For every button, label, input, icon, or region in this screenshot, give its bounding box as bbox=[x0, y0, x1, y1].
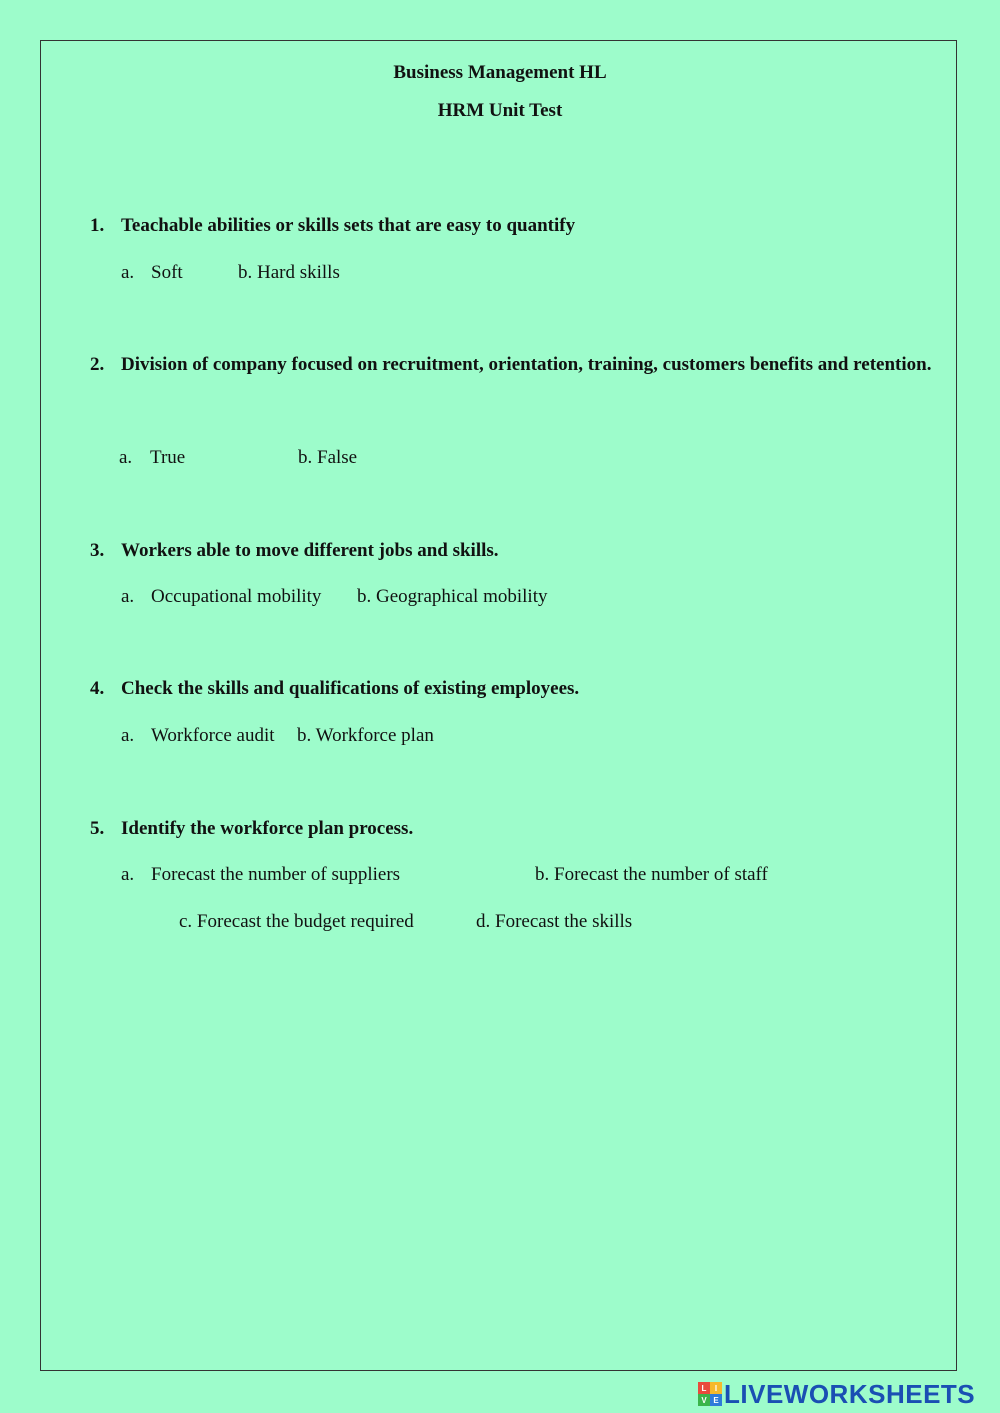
option-letter: a. bbox=[121, 262, 135, 283]
option-c[interactable]: c. Forecast the budget required bbox=[179, 911, 414, 932]
option-letter: a. bbox=[119, 447, 133, 468]
logo-letter: E bbox=[710, 1394, 722, 1406]
question-number: 2. bbox=[90, 354, 105, 375]
liveworksheets-logo[interactable] bbox=[698, 1380, 975, 1408]
logo-letter: V bbox=[698, 1394, 710, 1406]
question-number: 3. bbox=[90, 540, 105, 561]
brand-name: LIVEWORKSHEETS bbox=[724, 1378, 976, 1409]
question-text: Check the skills and qualifications of existing employees. bbox=[121, 678, 580, 699]
option-a[interactable]: Occupational mobility bbox=[151, 586, 322, 607]
option-a[interactable]: Forecast the number of suppliers bbox=[151, 864, 401, 885]
logo-letter: I bbox=[710, 1382, 722, 1394]
option-b[interactable]: b. Workforce plan bbox=[297, 725, 434, 746]
question-text: Identify the workforce plan process. bbox=[121, 818, 414, 839]
option-letter: a. bbox=[121, 586, 135, 607]
option-b[interactable]: b. False bbox=[298, 447, 358, 468]
page-subtitle: HRM Unit Test bbox=[437, 100, 563, 121]
option-a[interactable]: True bbox=[150, 447, 186, 468]
option-letter: a. bbox=[121, 864, 135, 885]
option-a[interactable]: Workforce audit bbox=[151, 725, 275, 746]
option-b[interactable]: b. Forecast the number of staff bbox=[535, 864, 768, 885]
question-text: Workers able to move different jobs and skills. bbox=[121, 540, 499, 561]
page-title: Business Management HL bbox=[393, 62, 607, 83]
liveworksheets-logo-icon bbox=[698, 1382, 722, 1406]
question-text: Teachable abilities or skills sets that are easy to quantify bbox=[121, 215, 576, 236]
page-border bbox=[40, 40, 957, 1371]
question-text: Division of company focused on recruitment, orientation, training, customers benefits and retention. bbox=[121, 354, 932, 375]
question-number: 4. bbox=[90, 678, 105, 699]
option-a[interactable]: Soft bbox=[151, 262, 183, 283]
question-number: 5. bbox=[90, 818, 105, 839]
option-b[interactable]: b. Hard skills bbox=[238, 262, 340, 283]
question-number: 1. bbox=[90, 215, 105, 236]
option-d[interactable]: d. Forecast the skills bbox=[476, 911, 633, 932]
logo-letter: L bbox=[698, 1382, 710, 1394]
option-letter: a. bbox=[121, 725, 135, 746]
option-b[interactable]: b. Geographical mobility bbox=[357, 586, 548, 607]
